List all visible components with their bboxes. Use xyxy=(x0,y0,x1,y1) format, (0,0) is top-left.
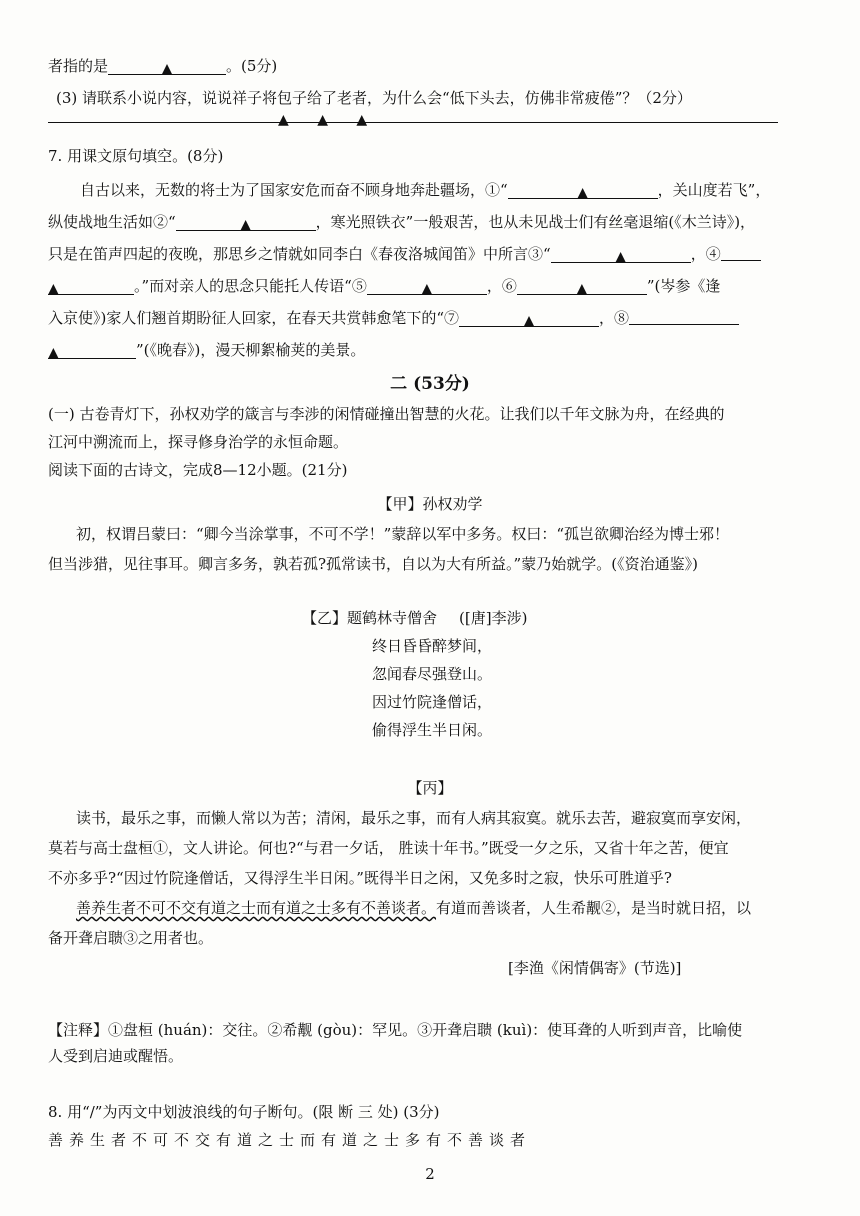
blank-1[interactable] xyxy=(508,182,658,199)
q7-text: 。”而对亲人的思念只能托人传语“⑤ xyxy=(134,277,367,295)
poem-line: 忽闻春尽强登山。 xyxy=(372,665,493,683)
q8-title: 8. 用“/”为丙文中划波浪线的句子断句。(限 断 三 处) (3分) xyxy=(48,1103,440,1121)
section-intro-2: 江河中溯流而上，探寻修身治学的永恒命题。 xyxy=(48,433,349,451)
blank-2[interactable] xyxy=(176,214,316,231)
bing-para-4 xyxy=(76,898,751,918)
wavy-underlined-sentence: 善养生者不可不交有道之士而有道之士多有不善谈者。 xyxy=(76,899,437,917)
jia-para-1: 初，权谓吕蒙曰：“卿今当涂掌事，不可不学！”蒙辞以军中多务。权曰：“孤岂欲卿治经为博士邪！ xyxy=(76,525,730,543)
bing-title: 【丙】 xyxy=(407,779,453,797)
triangle-mark: ▲ xyxy=(48,281,59,297)
q8-sentence[interactable]: 善养生者不可不交有道之士而有道之士多有不善谈者 xyxy=(48,1131,532,1149)
blank-5[interactable] xyxy=(367,278,487,295)
bing-para-2: 莫若与高士盘桓①，文人讲论。何也?“与君一夕话， 胜读十年书。”既受一夕之乐，又省十年之苦，便宜 xyxy=(48,839,729,857)
q7-line-3 xyxy=(48,244,761,264)
q7-text: ，⑥ xyxy=(486,277,517,295)
jia-para-2: 但当涉猎，见往事耳。卿言多务，孰若孤?孤常读书，自以为大有所益。”蒙乃始就学。(《资治通鉴》) xyxy=(48,555,698,573)
triangle-mark: ▲ xyxy=(523,313,535,329)
q7-text: ，④ xyxy=(690,245,721,263)
yi-title-line xyxy=(302,608,527,628)
q7-line-2 xyxy=(48,212,755,232)
yi-author: ([唐]李涉) xyxy=(459,609,528,627)
q7-line-5 xyxy=(48,308,739,328)
notes-line-2: 人受到启迪或醒悟。 xyxy=(48,1047,184,1065)
blank-8b[interactable] xyxy=(48,342,136,359)
q6-tail-line xyxy=(48,56,277,76)
poem-line: 因过竹院逢僧话， xyxy=(372,693,493,711)
triangle-mark: ▲ xyxy=(577,185,589,201)
bing-para-5: 备开聋启聩③之用者也。 xyxy=(48,929,214,947)
q7-text: 自古以来，无数的将士为了国家安危而奋不顾身地奔赴疆场，①“ xyxy=(80,181,508,199)
yi-title: 【乙】题鹤林寺僧舍 xyxy=(302,609,438,627)
q7-text: 入京使》)家人们翘首期盼征人回家，在春天共赏韩愈笔下的“⑦ xyxy=(48,309,460,327)
triangle-mark: ▲ xyxy=(48,345,59,361)
notes-line-1: 【注释】①盘桓 (huán)：交往。②希觏 (gòu)：罕见。③开聋启聩 (kuì)：使耳聋的人听到声音，比喻使 xyxy=(48,1021,743,1039)
answer-line-marks: ▲ ▲ ▲ xyxy=(278,112,380,128)
q7-text: ”(岑参《逢 xyxy=(646,277,721,295)
triangle-mark: ▲ xyxy=(240,217,252,233)
q7-text: 纵使战地生活如②“ xyxy=(48,213,176,231)
answer-blank[interactable] xyxy=(108,58,226,75)
jia-title: 【甲】孙权劝学 xyxy=(377,495,483,513)
q6-3-question: (3) 请联系小说内容，说说祥子将包子给了老者，为什么会“低下头去，仿佛非常疲倦”？（2分） xyxy=(56,89,692,107)
section-title: 二 (53分) xyxy=(390,374,470,394)
blank-6[interactable] xyxy=(517,278,647,295)
triangle-mark: ▲ xyxy=(615,249,627,265)
triangle-mark: ▲ xyxy=(576,281,588,297)
q7-line-4 xyxy=(48,276,720,296)
bing-source: [李渔《闲情偶寄》(节选)] xyxy=(508,959,682,977)
section-intro-1: (一) 古卷青灯下，孙权劝学的箴言与李涉的闲情碰撞出智慧的火花。让我们以千年文脉为舟，在经典的 xyxy=(48,405,725,423)
bing-para-3: 不亦多乎?“因过竹院逢僧话，又得浮生半日闲。”既得半日之闲，又免多时之寂，快乐可胜道乎? xyxy=(48,869,672,887)
q6-tail-prefix: 者指的是 xyxy=(48,57,109,75)
q7-line-6 xyxy=(48,340,365,360)
q7-text: ，关山度若飞”， xyxy=(657,181,771,199)
q7-line-1 xyxy=(80,180,770,200)
q7-text: 只是在笛声四起的夜晚，那思乡之情就如同李白《春夜洛城闻笛》中所言③“ xyxy=(48,245,551,263)
bing-para-1: 读书，最乐之事，而懒人常以为苦；清闲，最乐之事，而有人病其寂寞。就乐去苦，避寂寞而享安闲， xyxy=(76,809,752,827)
q7-text: ，寒光照铁衣”一般艰苦，也从未见战士们有丝毫退缩(《木兰诗》)， xyxy=(315,213,756,231)
blank-7[interactable] xyxy=(459,310,599,327)
bing-para-4-rest: 有道而善谈者，人生希觏②，是当时就日招，以 xyxy=(436,899,752,917)
blank-8a[interactable] xyxy=(629,308,739,325)
q7-text: ”(《晚春》)，漫天柳絮榆荚的美景。 xyxy=(136,341,366,359)
triangle-mark: ▲ xyxy=(421,281,433,297)
answer-line[interactable] xyxy=(48,122,778,123)
poem-line: 偷得浮生半日闲。 xyxy=(372,721,493,739)
blank-4a[interactable] xyxy=(721,244,761,261)
poem-line: 终日昏昏醉梦间， xyxy=(372,637,493,655)
reading-instruction: 阅读下面的古诗文，完成8—12小题。(21分) xyxy=(48,461,348,479)
q7-text: ，⑧ xyxy=(599,309,630,327)
triangle-mark: ▲ xyxy=(161,61,173,77)
q6-tail-suffix: 。(5分) xyxy=(226,57,278,75)
blank-3[interactable] xyxy=(551,246,691,263)
q7-title: 7. 用课文原句填空。(8分) xyxy=(48,147,224,165)
page-number: 2 xyxy=(425,1165,435,1183)
blank-4b[interactable] xyxy=(48,278,134,295)
